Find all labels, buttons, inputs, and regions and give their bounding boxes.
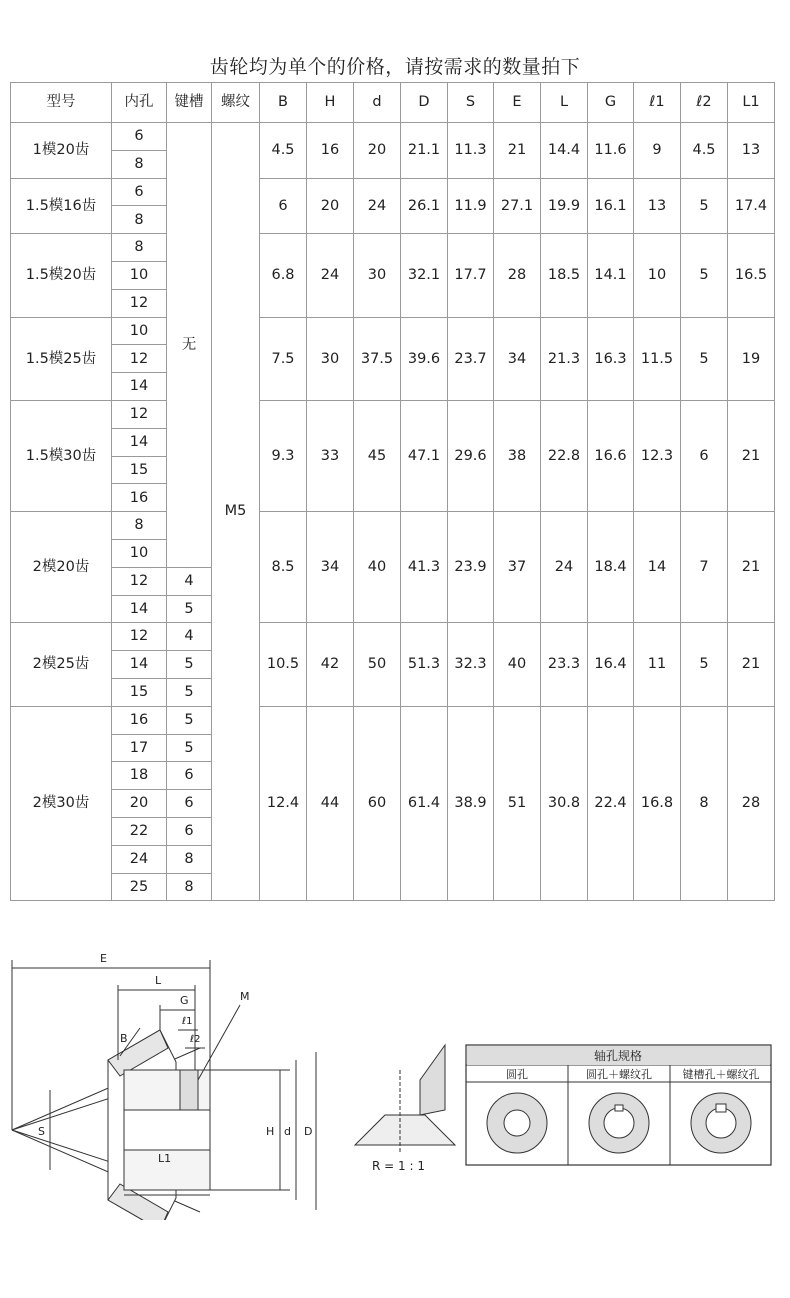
dim-l1-cell: 11 xyxy=(634,623,681,706)
column-header: 内孔 xyxy=(112,83,167,123)
dim-S-cell: 23.9 xyxy=(448,512,494,623)
keyway-cell: 8 xyxy=(167,845,212,873)
bore-cell: 6 xyxy=(112,123,167,151)
column-header: ℓ2 xyxy=(681,83,728,123)
dim-B-cell: 12.4 xyxy=(260,706,307,901)
table-row xyxy=(11,178,775,206)
table-row xyxy=(11,123,775,151)
model-cell: 1模20齿 xyxy=(11,123,112,179)
dim-L-cell: 18.5 xyxy=(541,234,588,317)
keyway-cell: 6 xyxy=(167,762,212,790)
dim-l2-cell: 5 xyxy=(681,178,728,234)
dim-L1-cell: 21 xyxy=(728,623,775,706)
dim-S-label: S xyxy=(38,1125,45,1138)
dim-B-cell: 7.5 xyxy=(260,317,307,400)
bore-cell: 8 xyxy=(112,512,167,540)
dim-B-cell: 8.5 xyxy=(260,512,307,623)
model-cell: 1.5模16齿 xyxy=(11,178,112,234)
dim-l1-cell: 16.8 xyxy=(634,706,681,901)
dim-L1-cell: 21 xyxy=(728,400,775,511)
dim-l1-cell: 11.5 xyxy=(634,317,681,400)
dim-l1-cell: 9 xyxy=(634,123,681,179)
column-header: 键槽 xyxy=(167,83,212,123)
column-header: D xyxy=(401,83,448,123)
bore-col-round-thread: 圆孔＋螺纹孔 xyxy=(586,1068,652,1081)
bore-cell: 14 xyxy=(112,651,167,679)
column-header: L1 xyxy=(728,83,775,123)
dim-D-cell: 51.3 xyxy=(401,623,448,706)
column-header: 型号 xyxy=(11,83,112,123)
dim-l2-cell: 7 xyxy=(681,512,728,623)
dim-E-cell: 40 xyxy=(494,623,541,706)
bore-cell: 15 xyxy=(112,456,167,484)
table-row xyxy=(11,706,775,734)
table-row xyxy=(11,400,775,428)
table-row xyxy=(11,234,775,262)
dim-D-cell: 21.1 xyxy=(401,123,448,179)
column-header: B xyxy=(260,83,307,123)
dim-d-cell: 50 xyxy=(354,623,401,706)
column-header: d xyxy=(354,83,401,123)
dim-L-cell: 23.3 xyxy=(541,623,588,706)
dim-H-cell: 30 xyxy=(307,317,354,400)
dim-H-cell: 44 xyxy=(307,706,354,901)
dim-l2-cell: 5 xyxy=(681,317,728,400)
dim-L1-cell: 21 xyxy=(728,512,775,623)
keyway-cell: 5 xyxy=(167,734,212,762)
gear-drawing xyxy=(0,930,790,1220)
dim-d-cell: 40 xyxy=(354,512,401,623)
dim-D-cell: 61.4 xyxy=(401,706,448,901)
dim-E-cell: 37 xyxy=(494,512,541,623)
bore-cell: 12 xyxy=(112,345,167,373)
dim-E-cell: 51 xyxy=(494,706,541,901)
bore-spec-table xyxy=(466,1045,771,1165)
dim-B-cell: 10.5 xyxy=(260,623,307,706)
dim-S-cell: 17.7 xyxy=(448,234,494,317)
keyway-none-cell: 无 xyxy=(167,123,212,568)
dim-l1-label: ℓ1 xyxy=(182,1016,193,1027)
dim-d-label: d xyxy=(284,1125,291,1138)
dim-G-label: G xyxy=(180,994,189,1007)
dim-L1-cell: 28 xyxy=(728,706,775,901)
dim-d-cell: 30 xyxy=(354,234,401,317)
bore-cell: 18 xyxy=(112,762,167,790)
dim-E-cell: 34 xyxy=(494,317,541,400)
dim-l1-cell: 13 xyxy=(634,178,681,234)
keyway-cell: 6 xyxy=(167,790,212,818)
keyway-cell: 5 xyxy=(167,595,212,623)
dim-l1-cell: 14 xyxy=(634,512,681,623)
header-row xyxy=(11,83,775,123)
dim-S-cell: 11.3 xyxy=(448,123,494,179)
column-header: H xyxy=(307,83,354,123)
dim-M-label: M xyxy=(240,990,250,1003)
dim-E-label: E xyxy=(100,952,107,965)
column-header: L xyxy=(541,83,588,123)
dim-D-cell: 47.1 xyxy=(401,400,448,511)
dim-D-cell: 26.1 xyxy=(401,178,448,234)
dim-d-cell: 24 xyxy=(354,178,401,234)
dim-G-cell: 16.6 xyxy=(588,400,634,511)
keyway-cell: 4 xyxy=(167,623,212,651)
table-row xyxy=(11,512,775,540)
bore-col-round: 圆孔 xyxy=(506,1068,528,1081)
gear-section-view xyxy=(12,960,316,1220)
dim-G-cell: 22.4 xyxy=(588,706,634,901)
dim-H-cell: 42 xyxy=(307,623,354,706)
table-row xyxy=(11,623,775,651)
model-cell: 1.5模30齿 xyxy=(11,400,112,511)
dim-S-cell: 11.9 xyxy=(448,178,494,234)
column-header: ℓ1 xyxy=(634,83,681,123)
dim-S-cell: 23.7 xyxy=(448,317,494,400)
dim-d-cell: 60 xyxy=(354,706,401,901)
bore-cell: 8 xyxy=(112,150,167,178)
column-header: 螺纹 xyxy=(212,83,260,123)
bore-cell: 10 xyxy=(112,261,167,289)
dim-S-cell: 29.6 xyxy=(448,400,494,511)
thread-cell: M5 xyxy=(212,123,260,901)
bore-cell: 14 xyxy=(112,373,167,401)
bore-cell: 20 xyxy=(112,790,167,818)
bore-cell: 12 xyxy=(112,400,167,428)
dim-B-cell: 9.3 xyxy=(260,400,307,511)
dim-E-cell: 27.1 xyxy=(494,178,541,234)
dim-d-cell: 45 xyxy=(354,400,401,511)
bore-cell: 12 xyxy=(112,567,167,595)
bore-cell: 12 xyxy=(112,623,167,651)
dim-d-cell: 37.5 xyxy=(354,317,401,400)
dim-D-cell: 32.1 xyxy=(401,234,448,317)
dim-H-cell: 33 xyxy=(307,400,354,511)
dim-l1-cell: 10 xyxy=(634,234,681,317)
bore-cell: 24 xyxy=(112,845,167,873)
dim-D-cell: 41.3 xyxy=(401,512,448,623)
dim-L1-cell: 13 xyxy=(728,123,775,179)
dim-H-cell: 16 xyxy=(307,123,354,179)
model-cell: 2模25齿 xyxy=(11,623,112,706)
keyway-cell: 6 xyxy=(167,817,212,845)
dim-D-label: D xyxy=(304,1125,313,1138)
dim-G-cell: 16.3 xyxy=(588,317,634,400)
keyway-cell: 4 xyxy=(167,567,212,595)
bore-cell: 16 xyxy=(112,484,167,512)
dim-H-cell: 24 xyxy=(307,234,354,317)
dim-d-cell: 20 xyxy=(354,123,401,179)
dim-l2-cell: 4.5 xyxy=(681,123,728,179)
column-header: E xyxy=(494,83,541,123)
keyway-cell: 8 xyxy=(167,873,212,901)
dim-H-cell: 34 xyxy=(307,512,354,623)
dim-l2-cell: 5 xyxy=(681,623,728,706)
dim-l2-cell: 8 xyxy=(681,706,728,901)
dim-L1-cell: 19 xyxy=(728,317,775,400)
dim-l2-label: ℓ2 xyxy=(190,1034,201,1045)
dim-L-cell: 24 xyxy=(541,512,588,623)
dim-L-cell: 19.9 xyxy=(541,178,588,234)
column-header: G xyxy=(588,83,634,123)
dim-l2-cell: 6 xyxy=(681,400,728,511)
dim-l1-cell: 12.3 xyxy=(634,400,681,511)
keyway-cell: 5 xyxy=(167,678,212,706)
dim-L1-cell: 16.5 xyxy=(728,234,775,317)
bore-cell: 25 xyxy=(112,873,167,901)
bore-cell: 16 xyxy=(112,706,167,734)
keyway-cell: 5 xyxy=(167,651,212,679)
keyway-cell: 5 xyxy=(167,706,212,734)
bore-cell: 14 xyxy=(112,428,167,456)
bore-cell: 12 xyxy=(112,289,167,317)
dim-L1-label: L1 xyxy=(158,1152,172,1165)
dim-B-cell: 4.5 xyxy=(260,123,307,179)
spec-table xyxy=(10,82,775,901)
bore-cell: 10 xyxy=(112,539,167,567)
bore-table-title: 轴孔规格 xyxy=(593,1049,643,1063)
dim-G-cell: 14.1 xyxy=(588,234,634,317)
bore-col-key-thread: 键槽孔＋螺纹孔 xyxy=(682,1068,760,1081)
table-row xyxy=(11,317,775,345)
ratio-view xyxy=(355,1045,455,1152)
bore-cell: 10 xyxy=(112,317,167,345)
dim-L-cell: 14.4 xyxy=(541,123,588,179)
dim-L-cell: 21.3 xyxy=(541,317,588,400)
dim-B-cell: 6 xyxy=(260,178,307,234)
dim-H-label: H xyxy=(266,1125,275,1138)
bore-cell: 8 xyxy=(112,206,167,234)
bore-cell: 15 xyxy=(112,678,167,706)
dim-G-cell: 11.6 xyxy=(588,123,634,179)
dim-H-cell: 20 xyxy=(307,178,354,234)
dim-B-label: B xyxy=(120,1032,128,1045)
dim-L-cell: 30.8 xyxy=(541,706,588,901)
dim-E-cell: 28 xyxy=(494,234,541,317)
dim-E-cell: 21 xyxy=(494,123,541,179)
dim-L1-cell: 17.4 xyxy=(728,178,775,234)
dim-B-cell: 6.8 xyxy=(260,234,307,317)
dim-S-cell: 38.9 xyxy=(448,706,494,901)
dim-D-cell: 39.6 xyxy=(401,317,448,400)
dim-E-cell: 38 xyxy=(494,400,541,511)
bore-cell: 17 xyxy=(112,734,167,762)
column-header: S xyxy=(448,83,494,123)
bore-cell: 22 xyxy=(112,817,167,845)
dim-S-cell: 32.3 xyxy=(448,623,494,706)
dim-L-cell: 22.8 xyxy=(541,400,588,511)
bore-cell: 14 xyxy=(112,595,167,623)
bore-cell: 8 xyxy=(112,234,167,262)
model-cell: 2模30齿 xyxy=(11,706,112,901)
ratio-label: R = 1 : 1 xyxy=(372,1159,425,1173)
model-cell: 2模20齿 xyxy=(11,512,112,623)
model-cell: 1.5模25齿 xyxy=(11,317,112,400)
dim-G-cell: 18.4 xyxy=(588,512,634,623)
bore-cell: 6 xyxy=(112,178,167,206)
dim-l2-cell: 5 xyxy=(681,234,728,317)
dim-G-cell: 16.1 xyxy=(588,178,634,234)
model-cell: 1.5模20齿 xyxy=(11,234,112,317)
page-title: 齿轮均为单个的价格，请按需求的数量拍下 xyxy=(209,56,581,78)
dim-L-label: L xyxy=(155,974,162,987)
dim-G-cell: 16.4 xyxy=(588,623,634,706)
